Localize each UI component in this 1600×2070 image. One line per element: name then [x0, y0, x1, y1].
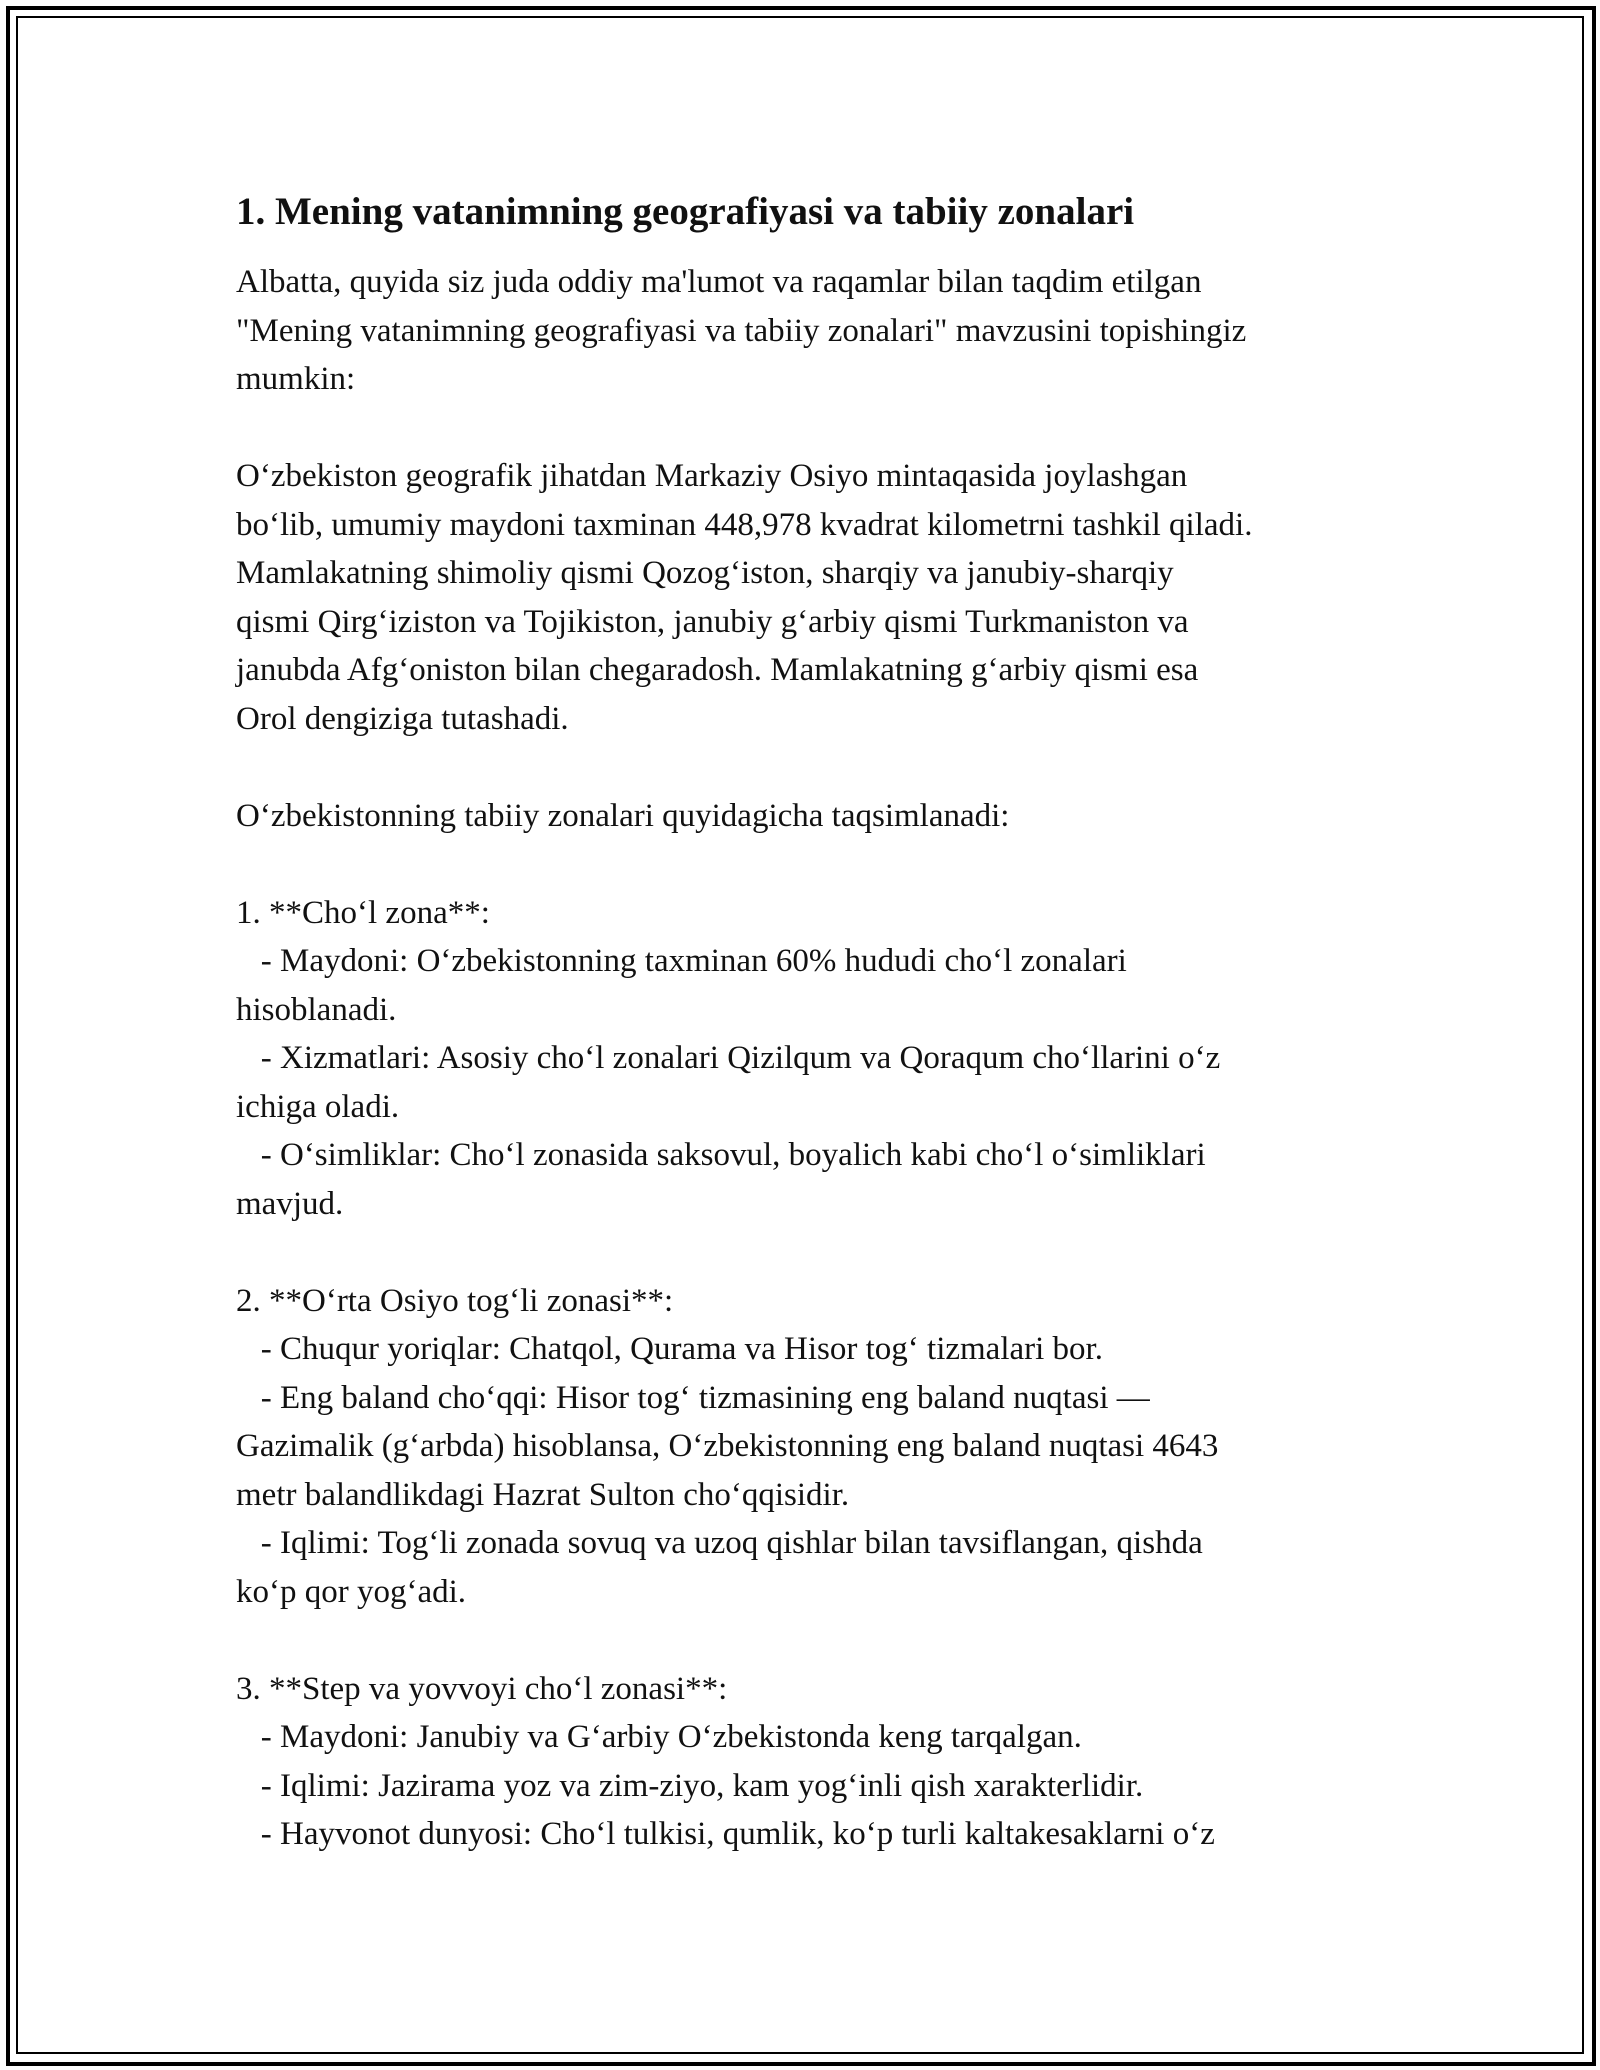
paragraph-gap [236, 840, 1366, 889]
zone-desert-section: 1. **Cho‘l zona**: - Maydoni: O‘zbekistonning taxminan 60% hududi cho‘l zonalari hisoblanadi. - Xizmatlari: Asosiy cho‘l zonalari Qizilqum va Qoraqum cho‘llarini o‘z ichiga oladi. - O‘simliklar: Cho‘l zonasida saksovul, boyalich kabi cho‘l o‘simliklari mavjud. [236, 894, 1221, 1222]
zone-mountain-section: 2. **O‘rta Osiyo tog‘li zonasi**: - Chuqur yoriqlar: Chatqol, Qurama va Hisor tog‘ tizmalari bor. - Eng baland cho‘qqi: Hisor tog‘ tizmasining eng baland nuqtasi — Gazimalik (g‘arbda) hisoblansa, O‘zbekistonning eng baland nuqtasi 4643 metr balandlikdagi Hazrat Sulton cho‘qqisidir. - Iqlimi: Tog‘li zonada sovuq va uzoq qishlar bilan tavsiflangan, qishda ko‘p qor yog‘adi. [236, 1282, 1219, 1610]
paragraph-gap [236, 404, 1366, 453]
zones-intro-paragraph: O‘zbekistonning tabiiy zonalari quyidagicha taqsimlanadi: [236, 797, 1010, 834]
intro-paragraph: Albatta, quyida siz juda oddiy ma'lumot va raqamlar bilan taqdim etilgan "Mening vatanimning geografiyasi va tabiiy zonalari" mavzusini topishingiz mumkin: [236, 264, 1247, 397]
document-body [236, 186, 1366, 1859]
zone-steppe-section: 3. **Step va yovvoyi cho‘l zonasi**: - Maydoni: Janubiy va G‘arbiy O‘zbekistonda keng tarqalgan. - Iqlimi: Jazirama yoz va zim-ziyo, kam yog‘inli qish xarakterlidir. - Hayvonot dunyosi: Cho‘l tulkisi, qumlik, ko‘p turli kaltakesaklarni o‘z [236, 1670, 1215, 1852]
paragraph-gap [236, 743, 1366, 792]
paragraph-gap [236, 1228, 1366, 1277]
document-title: 1. Mening vatanimning geografiyasi va tabiiy zonalari [236, 190, 1135, 233]
paragraph-gap [236, 1616, 1366, 1665]
geography-paragraph: O‘zbekiston geografik jihatdan Markaziy Osiyo mintaqasida joylashgan bo‘lib, umumiy maydoni taxminan 448,978 kvadrat kilometrni tashkil qiladi. Mamlakatning shimoliy qismi Qozog‘iston, sharqiy va janubiy-sharqiy qismi Qirg‘iziston va Tojikiston, janubiy g‘arbiy qismi Turkmaniston va janubda Afg‘oniston bilan chegaradosh. Mamlakatning g‘arbiy qismi esa Orol dengiziga tutashadi. [236, 458, 1253, 737]
